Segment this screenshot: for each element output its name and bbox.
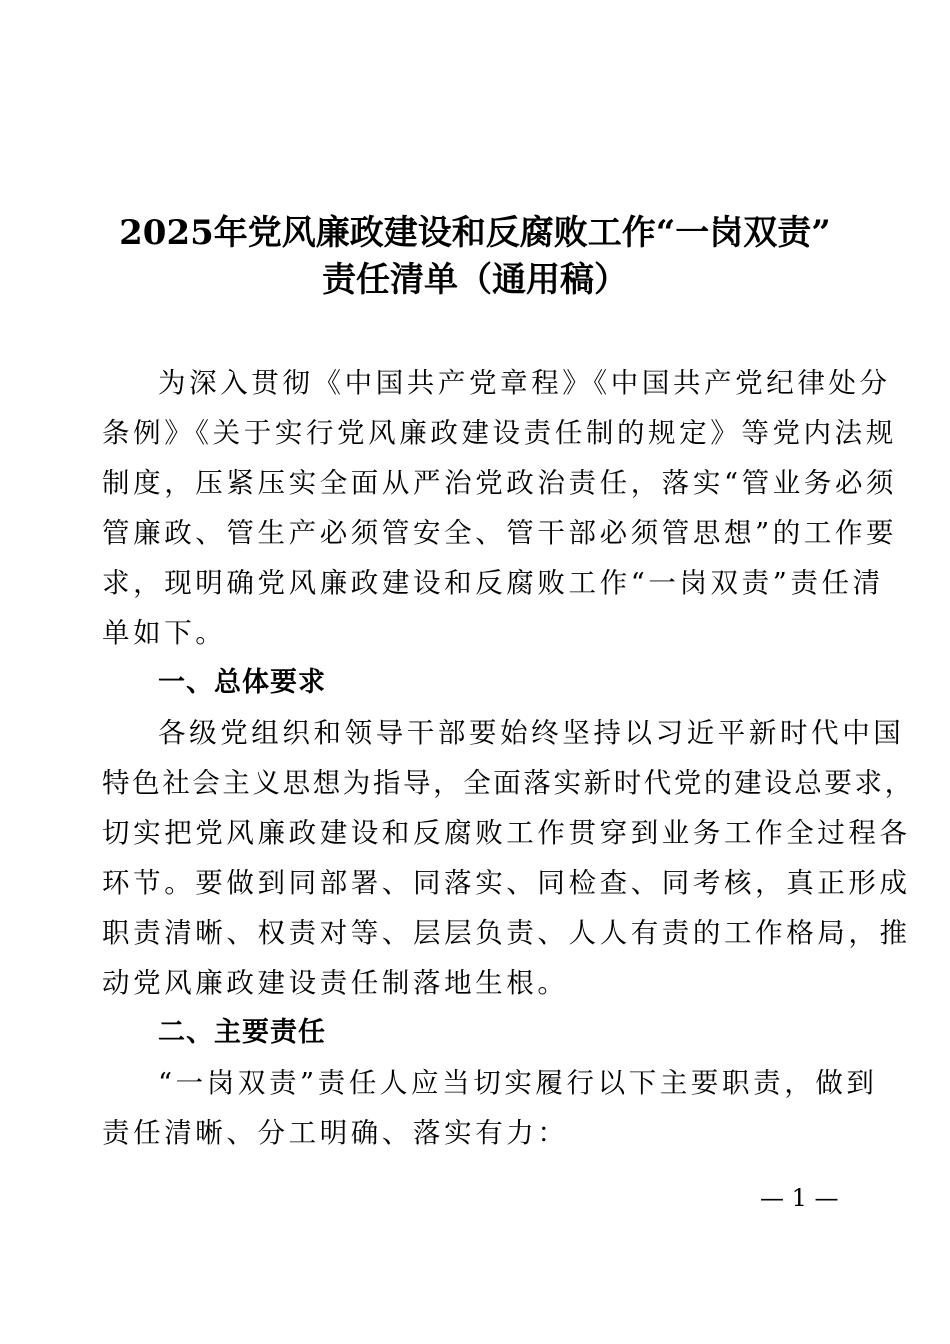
paragraph-line: 特色社会主义思想为指导，全面落实新时代党的建设总要求， bbox=[102, 767, 915, 799]
paragraph-line: 环节。要做到同部署、同落实、同检查、同考核，真正形成 bbox=[102, 867, 911, 899]
paragraph-line: 动党风廉政建设责任制落地生根。 bbox=[102, 967, 569, 999]
paragraph-line: 为深入贯彻《中国共产党章程》《中国共产党纪律处分 bbox=[158, 367, 891, 399]
page-number: — 1 — bbox=[760, 1184, 839, 1212]
paragraph-line: 责任清晰、分工明确、落实有力： bbox=[102, 1117, 569, 1149]
paragraph-line: 职责清晰、权责对等、层层负责、人人有责的工作格局，推 bbox=[102, 917, 911, 949]
document-title-line-1: 2025年党风廉政建设和反腐败工作“一岗双责” bbox=[119, 213, 831, 253]
paragraph-line: “一岗双责”责任人应当切实履行以下主要职责，做到 bbox=[158, 1067, 878, 1099]
section-heading-main-responsibilities: 二、主要责任 bbox=[158, 1017, 326, 1048]
paragraph-line: 单如下。 bbox=[102, 617, 227, 649]
paragraph-line: 条例》《关于实行党风廉政建设责任制的规定》等党内法规 bbox=[102, 417, 897, 449]
paragraph-line: 制度，压紧压实全面从严治党政治责任，落实“管业务必须 bbox=[102, 467, 898, 499]
document-title-line-2: 责任清单（通用稿） bbox=[322, 260, 628, 300]
paragraph-line: 各级党组织和领导干部要始终坚持以习近平新时代中国 bbox=[158, 717, 905, 749]
paragraph-line: 求，现明确党风廉政建设和反腐败工作“一岗双责”责任清 bbox=[102, 567, 884, 599]
paragraph-line: 切实把党风廉政建设和反腐败工作贯穿到业务工作全过程各 bbox=[102, 817, 911, 849]
paragraph-line: 管廉政、管生产必须管安全、管干部必须管思想”的工作要 bbox=[102, 517, 898, 549]
section-heading-general-requirements: 一、总体要求 bbox=[158, 667, 326, 698]
